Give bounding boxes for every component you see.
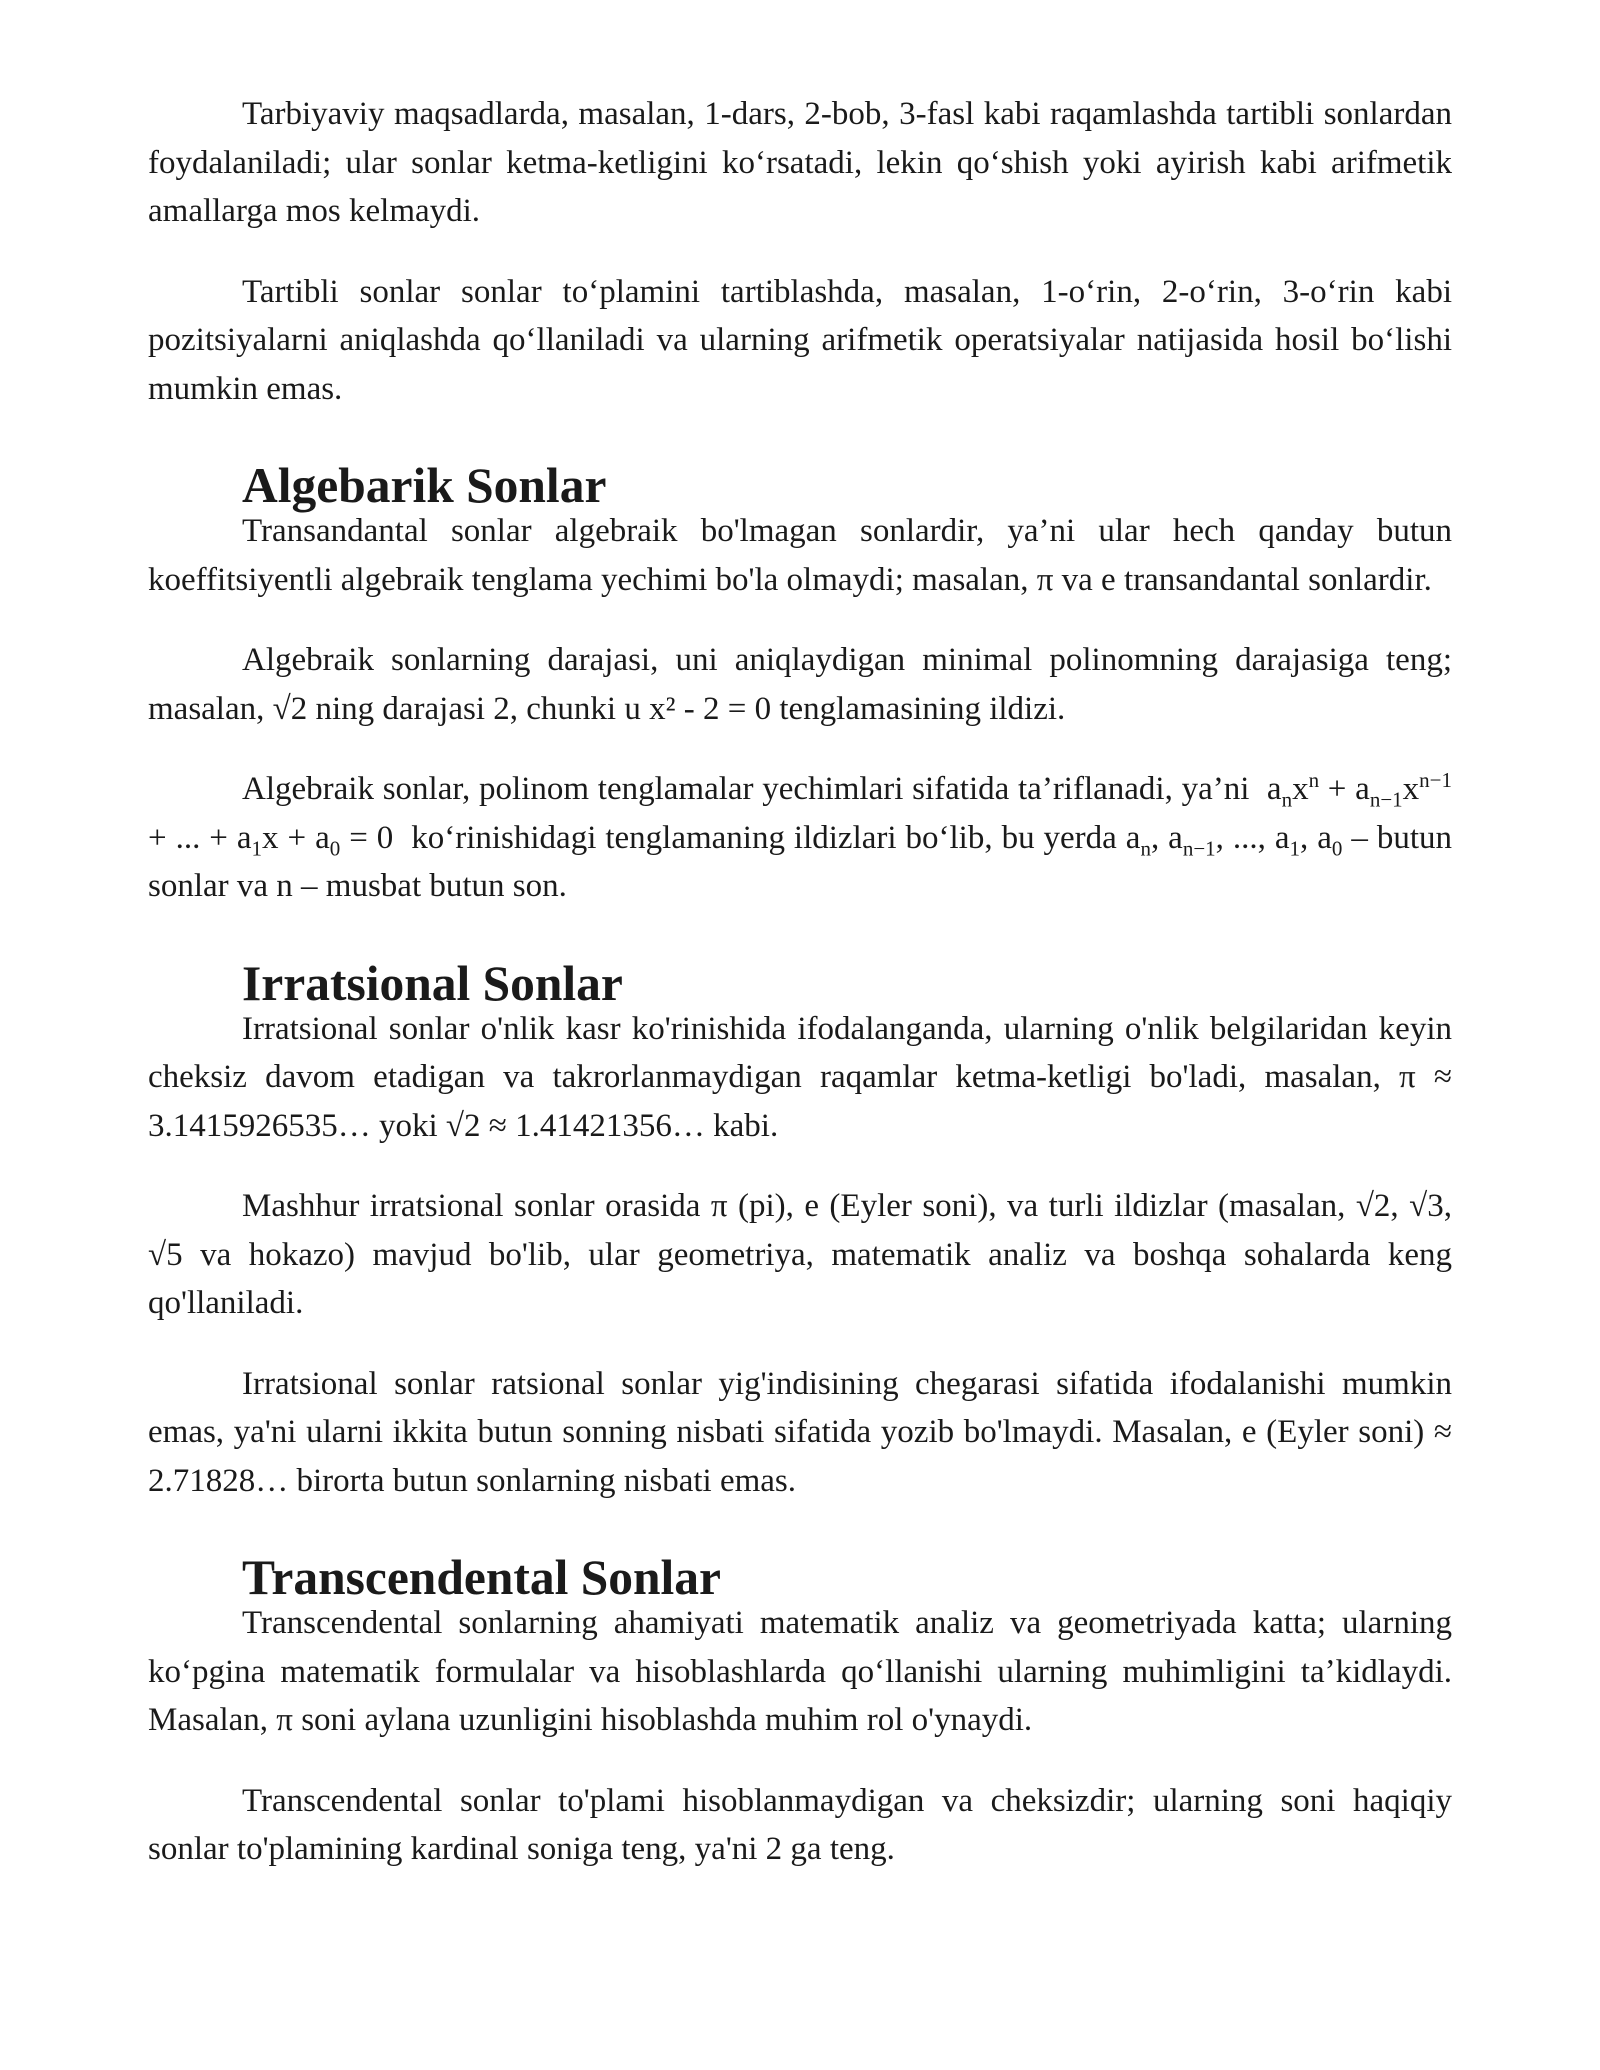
paragraph-ordinal-education: Tarbiyaviy maqsadlarda, masalan, 1-dars, 2-bob, 3-fasl kabi raqamlashda tartibli sonlardan foydalaniladi; ular sonlar ketma-ketligini koʻrsatadi, lekin qoʻshish yoki ayirish kabi arifmetik amallarga mos kelmaydi.: [148, 96, 1452, 229]
polynomial-mid: koʻrinishidagi tenglamaning ildizlari boʻlib, bu yerda: [411, 819, 1117, 856]
section-algebraic: [148, 458, 1453, 911]
polynomial-formula: $a_nx^n + a_{n-1}x^{n-1}$ + ... + $a_1x + a_0 = 0$: [148, 768, 1453, 861]
heading-algebraic-numbers: Algebarik Sonlar: [242, 458, 607, 513]
paragraph-irrational-decimal: Irratsional sonlar o'nlik kasr ko'rinishida ifodalanganda, ularning o'nlik belgilaridan keyin cheksiz davom etadigan va takrorlanmaydigan raqamlar ketma-ketligi bo'ladi, masalan, π ≈ 3.1415926535… yoki √2 ≈ 1.41421356… kabi.: [148, 1010, 1452, 1144]
section-irrational: [148, 955, 1452, 1506]
paragraph-algebraic-polynomial: [148, 765, 1452, 911]
paragraph-irrational-famous: Mashhur irratsional sonlar orasida π (pi), e (Eyler soni), va turli ildizlar (masalan, √2, √3, √5 va hokazo) mavjud bo'lib, ular geometriya, matematik analiz va boshqa sohalarda keng qo'llaniladi.: [148, 1188, 1452, 1321]
paragraph-irrational-ratio: Irratsional sonlar ratsional sonlar yig'indisining chegarasi sifatida ifodalanishi mumkin emas, ya'ni ularni ikkita butun sonning nisbati sifatida yozib bo'lmaydi. Masalan, e (Eyler soni) ≈ 2.71828… birorta butun sonlarning nisbati emas.: [148, 1365, 1452, 1499]
heading-transcendental-numbers: Transcendental Sonlar: [242, 1550, 721, 1605]
polynomial-end: – butun sonlar va n – musbat butun son.: [148, 819, 1452, 904]
paragraph-transcendental-importance: Transcendental sonlarning ahamiyati matematik analiz va geometriyada katta; ularning koʻpgina matematik formulalar va hisoblashlarda qoʻllanishi ularning muhimligini taʼkidlaydi. Masalan, π soni aylana uzunligini hisoblashda muhim rol o'ynaydi.: [148, 1605, 1452, 1738]
section-transcendental: [148, 1550, 1452, 1874]
paragraph-ordinal-positions: Tartibli sonlar sonlar toʻplamini tartiblashda, masalan, 1-oʻrin, 2-oʻrin, 3-oʻrin kabi pozitsiyalarni aniqlashda qoʻllaniladi va ularning arifmetik operatsiyalar natijasida hosil boʻlishi mumkin emas.: [148, 273, 1452, 407]
polynomial-intro: Algebraik sonlar, polinom tenglamalar yechimlari sifatida ta’riflanadi, ya’ni: [242, 771, 1250, 807]
paragraph-transcendental-definition: Transandantal sonlar algebraik bo'lmagan sonlardir, ya’ni ular hech qanday butun koeffitsiyentli algebraik tenglama yechimi bo'la olmaydi; masalan, π va e transandantal sonlardir.: [148, 513, 1452, 598]
heading-irrational-numbers: Irratsional Sonlar: [242, 955, 623, 1011]
polynomial-coefficients: $a_n$, $a_{n-1}$, ..., $a_1$, $a_0$: [1125, 819, 1343, 861]
document-page: [148, 90, 1452, 1906]
paragraph-algebraic-degree: Algebraik sonlarning darajasi, uni aniqlaydigan minimal polinomning darajasiga teng; masalan, √2 ning darajasi 2, chunki u x² - 2 = 0 tenglamasining ildizi.: [148, 642, 1452, 727]
paragraph-transcendental-cardinality: Transcendental sonlar to'plami hisoblanmaydigan va cheksizdir; ularning soni haqiqiy sonlar to'plamining kardinal soniga teng, ya'ni 2 ga teng.: [148, 1782, 1452, 1867]
